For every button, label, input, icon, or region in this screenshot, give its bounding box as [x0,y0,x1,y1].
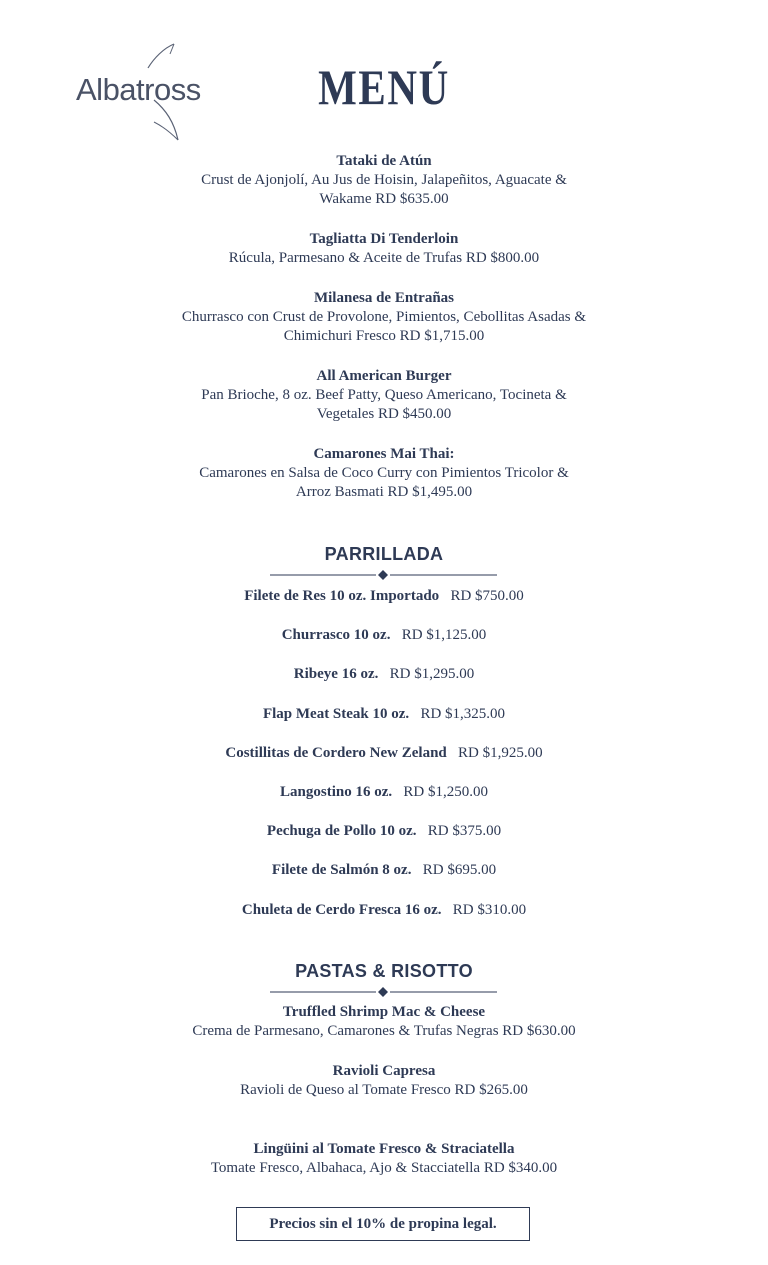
grill-item-name: Filete de Salmón 8 oz. [271,862,412,878]
grill-item [0,705,768,724]
dish-item [0,289,768,346]
grill-item-name: Flap Meat Steak 10 oz. [262,706,410,722]
dish-description: Tomate Fresco, Albahaca, Ajo & Stacciatella RD $340.00 [210,1160,558,1176]
dish-description: Pan Brioche, 8 oz. Beef Patty, Queso Americano, Tocineta & [201,387,567,403]
grill-item [0,861,768,880]
dish-item [0,1003,768,1041]
dish-description: Chimichuri Fresco RD $1,715.00 [283,328,485,344]
dish-name: Tagliatta Di Tenderloin [309,231,459,247]
dish-item [0,367,768,424]
dish-description: Churrasco con Crust de Provolone, Pimientos, Cebollitas Asadas & [181,309,587,325]
ornament-divider [0,569,768,581]
grill-item-name: Langostino 16 oz. [280,784,393,800]
dish-item [0,230,768,268]
grill-item-name: Churrasco 10 oz. [281,627,391,643]
grill-item [0,901,768,920]
dish-item [0,445,768,502]
dish-description: Crust de Ajonjolí, Au Jus de Hoisin, Jalapeñitos, Aguacate & [201,172,567,188]
grill-item-price: RD $695.00 [422,862,497,878]
dish-description: Vegetales RD $450.00 [316,406,452,422]
section-title-parrillada: PARRILLADA [324,544,444,564]
grill-item-price: RD $750.00 [450,588,524,604]
grill-item-name: Costillitas de Cordero New Zeland [225,745,447,761]
grill-item [0,783,768,802]
grill-item-name: Ribeye 16 oz. [293,666,379,682]
grill-item-name: Pechuga de Pollo 10 oz. [266,823,417,839]
dish-description: Arroz Basmati RD $1,495.00 [295,484,473,500]
footer-text: Precios sin el 10% de propina legal. [269,1215,497,1232]
dish-description: Camarones en Salsa de Coco Curry con Pimientos Tricolor & [199,465,569,481]
grill-item-price: RD $375.00 [427,823,502,839]
grill-item-name: Chuleta de Cerdo Fresca 16 oz. [241,902,442,918]
dish-description: Crema de Parmesano, Camarones & Trufas Negras RD $630.00 [192,1023,576,1039]
grill-item-price: RD $1,925.00 [458,745,543,761]
dish-name: Camarones Mai Thai: [313,446,455,462]
grill-item-name: Filete de Res 10 oz. Importado [244,588,440,604]
grill-item [0,626,768,645]
ornament-divider [0,986,768,998]
dish-name: Milanesa de Entrañas [313,290,454,306]
dish-name: Truffled Shrimp Mac & Cheese [282,1004,486,1020]
footer-note [236,1207,530,1241]
dish-name: All American Burger [316,368,452,384]
dish-name: Lingüini al Tomate Fresco & Straciatella [253,1141,515,1157]
grill-item-price: RD $1,250.00 [403,784,488,800]
dish-description: Wakame RD $635.00 [319,191,449,207]
brand-name: Albatross [76,72,201,107]
dish-description: Rúcula, Parmesano & Aceite de Trufas RD $800.00 [228,250,540,266]
dish-name: Tataki de Atún [336,153,432,169]
dish-item [0,1062,768,1100]
dish-item [0,1140,768,1178]
dish-item [0,152,768,209]
dish-description: Ravioli de Queso al Tomate Fresco RD $265.00 [240,1082,528,1098]
grill-item [0,587,768,606]
grill-item [0,744,768,763]
grill-item [0,665,768,684]
grill-item-price: RD $1,325.00 [420,706,506,722]
grill-item-price: RD $1,295.00 [389,666,475,682]
grill-item-price: RD $1,125.00 [401,627,487,643]
grill-item [0,822,768,841]
dish-name: Ravioli Capresa [332,1063,436,1079]
section-title-pastas: PASTAS & RISOTTO [295,961,473,981]
page-title: MENÚ [318,59,450,115]
grill-item-price: RD $310.00 [452,902,527,918]
